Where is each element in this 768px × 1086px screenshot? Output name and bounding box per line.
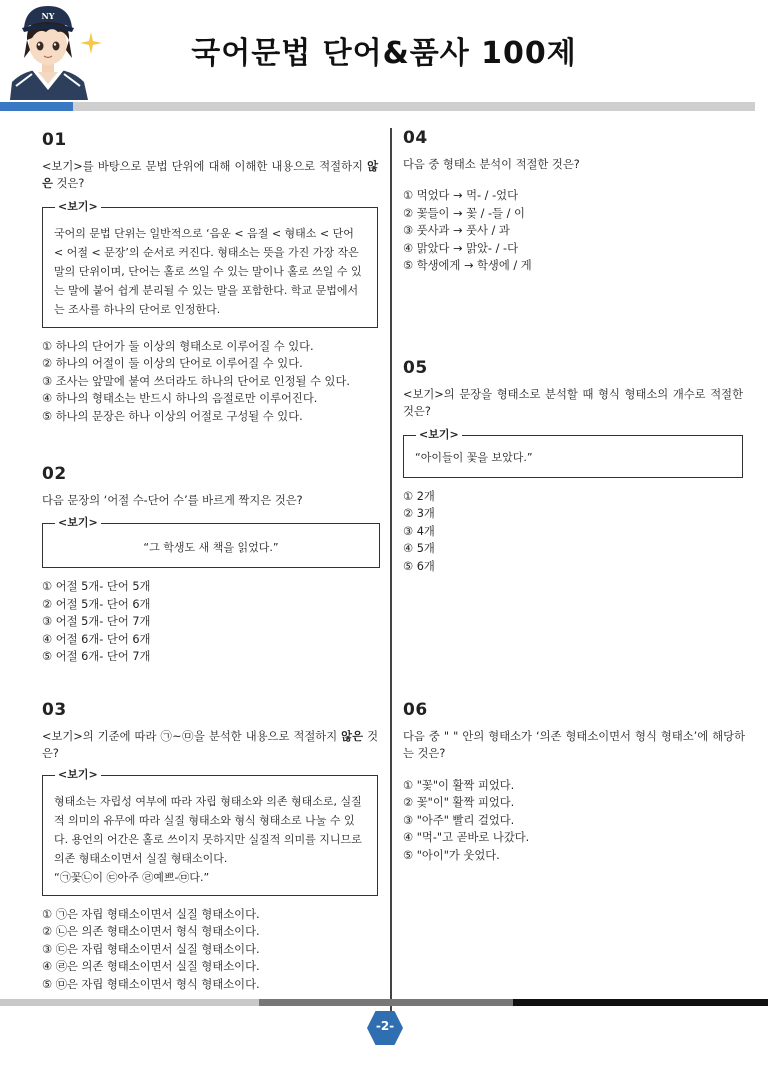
choice-3[interactable]: ③ "아주" 빨리 걸었다.	[403, 813, 515, 827]
choice-5[interactable]: ⑤ 하나의 문장은 하나 이상의 어절로 구성될 수 있다.	[42, 409, 303, 423]
choice-1[interactable]: ① 2개	[403, 489, 435, 503]
question-01	[42, 132, 378, 425]
column-divider	[390, 128, 392, 1018]
bogi-label: <보기>	[55, 199, 101, 215]
choice-3[interactable]: ③ 조사는 앞말에 붙여 쓰더라도 하나의 단어로 인정될 수 있다.	[42, 374, 350, 388]
question-stem: <보기>의 문장을 형태소로 분석할 때 형식 형태소의 개수로 적절한 것은?	[403, 387, 743, 418]
question-stem	[42, 158, 378, 193]
bogi-label: <보기>	[55, 767, 101, 783]
question-stem: 다음 중 형태소 분석이 적절한 것은?	[403, 157, 580, 171]
stem-emphasis: 않은	[42, 159, 378, 190]
question-number: 01	[42, 130, 67, 150]
stem-text: 것은?	[52, 177, 85, 190]
question-number: 04	[403, 128, 428, 148]
choice-list	[403, 777, 745, 865]
bogi-example: “㉠꽃㉡이 ㉢아주 ㉣예쁘-㉤다.”	[54, 870, 210, 884]
question-number: 02	[42, 464, 67, 484]
choice-3[interactable]: ③ 4개	[403, 524, 435, 538]
bogi-text: 국어의 문법 단위는 일반적으로 ‘음운 < 음절 < 형태소 < 단어 < 어절 < 문장’의 순서로 커진다. 형태소는 뜻을 가진 가장 작은 말의 단위이며, 단어는 홀로 쓰일 수 있는 말이나 홀로 쓰일 수 있는 말에 붙어 쉽게 분리될 수 있는 말을 포함한다. 학교 문법에서는 조사를 하나의 단어로 인정한다.	[54, 226, 362, 316]
bogi-text: 형태소는 자립성 여부에 따라 자립 형태소와 의존 형태소로, 실질적 의미의 유무에 따라 실질 형태소와 형식 형태소로 나눌 수 있다. 용언의 어간은 홀로 쓰이지 못하지만 실질적 의미를 지니므로 의존 형태소이면서 실질 형태소이다.	[54, 794, 362, 865]
choice-4[interactable]: ④ "먹-"고 곧바로 나갔다.	[403, 831, 530, 844]
choice-3[interactable]: ③ 어절 5개- 단어 7개	[42, 615, 151, 628]
question-05	[403, 360, 743, 575]
footer-bar-dark	[513, 999, 768, 1006]
choice-5[interactable]: ⑤ ㉤은 자립 형태소이면서 형식 형태소이다.	[42, 977, 260, 991]
choice-4[interactable]: ④ ㉣은 의존 형태소이면서 실질 형태소이다.	[42, 960, 260, 973]
question-stem	[42, 728, 378, 763]
choice-5[interactable]: ⑤ 어절 6개- 단어 7개	[42, 650, 151, 663]
bogi-box	[42, 516, 380, 568]
choice-1[interactable]: ① 어절 5개- 단어 5개	[42, 580, 151, 593]
choice-4[interactable]: ④ 5개	[403, 542, 435, 555]
bogi-text: “아이들이 꽃을 보았다.”	[415, 450, 533, 464]
svg-text:NY: NY	[41, 11, 55, 21]
question-04	[403, 130, 745, 275]
choice-5[interactable]: ⑤ 6개	[403, 559, 435, 573]
bogi-text: “그 학생도 새 책을 읽었다.”	[143, 541, 279, 554]
choice-4[interactable]: ④ 어절 6개- 단어 6개	[42, 632, 151, 646]
question-03	[42, 702, 378, 993]
choice-2[interactable]: ② 꽃들이 → 꽃 / -들 / 이	[403, 206, 525, 220]
bogi-label: <보기>	[55, 515, 101, 531]
choice-3[interactable]: ③ 풋사과 → 풋사 / 과	[403, 224, 510, 237]
question-number: 05	[403, 358, 428, 378]
choice-2[interactable]: ② ㉡은 의존 형태소이면서 형식 형태소이다.	[42, 925, 260, 938]
footer-bar-light	[0, 999, 259, 1006]
choice-5[interactable]: ⑤ "아이"가 웃었다.	[403, 848, 500, 862]
header-bar	[0, 102, 755, 111]
page-header	[0, 0, 768, 112]
choice-2[interactable]: ② 어절 5개- 단어 6개	[42, 597, 151, 611]
choice-4[interactable]: ④ 맑았다 → 맑았- / -다	[403, 241, 518, 255]
choice-1[interactable]: ① 하나의 단어가 둘 이상의 형태소로 이루어질 수 있다.	[42, 339, 314, 353]
choice-2[interactable]: ② 꽃"이" 활짝 피었다.	[403, 796, 515, 809]
question-stem: 다음 중 " " 안의 형태소가 ‘의존 형태소이면서 형식 형태소’에 해당하는 것은?	[403, 729, 745, 760]
question-stem: 다음 문장의 ‘어절 수-단어 수’를 바르게 짝지은 것은?	[42, 493, 303, 507]
choice-2[interactable]: ② 하나의 어절이 둘 이상의 단어로 이루어질 수 있다.	[42, 357, 303, 370]
question-number: 06	[403, 700, 428, 720]
page-number: -2-	[375, 1019, 395, 1033]
bogi-box	[42, 767, 378, 896]
choice-list	[42, 338, 378, 426]
choice-3[interactable]: ③ ㉢은 자립 형태소이면서 실질 형태소이다.	[42, 942, 260, 956]
footer-bar-mid	[259, 999, 513, 1006]
question-06	[403, 702, 745, 864]
page-title: 국어문법 단어&품사 100제	[191, 36, 577, 71]
choice-list	[42, 578, 380, 666]
choice-1[interactable]: ① 먹었다 → 먹- / -었다	[403, 189, 518, 202]
stem-emphasis: 않은	[341, 729, 363, 743]
question-number: 03	[42, 700, 67, 720]
bogi-label: <보기>	[416, 427, 462, 443]
stem-text: 것은?	[42, 729, 378, 760]
stem-text: <보기>의 기준에 따라 ㉠~㉤을 분석한 내용으로 적절하지	[42, 729, 342, 743]
choice-list	[42, 906, 378, 994]
choice-2[interactable]: ② 3개	[403, 507, 435, 520]
question-02	[42, 466, 380, 666]
choice-list	[403, 187, 745, 275]
bogi-box	[403, 427, 743, 478]
choice-1[interactable]: ① ㉠은 자립 형태소이면서 실질 형태소이다.	[42, 907, 260, 921]
bogi-box	[42, 199, 378, 328]
choice-list	[403, 488, 743, 576]
choice-5[interactable]: ⑤ 학생에게 → 학생에 / 게	[403, 259, 532, 272]
header-bar-accent	[0, 102, 73, 111]
choice-4[interactable]: ④ 하나의 형태소는 반드시 하나의 음절로만 이루어진다.	[42, 392, 318, 405]
stem-text: <보기>를 바탕으로 문법 단위에 대해 이해한 내용으로 적절하지	[42, 159, 368, 173]
choice-1[interactable]: ① "꽃"이 활짝 피었다.	[403, 778, 515, 792]
